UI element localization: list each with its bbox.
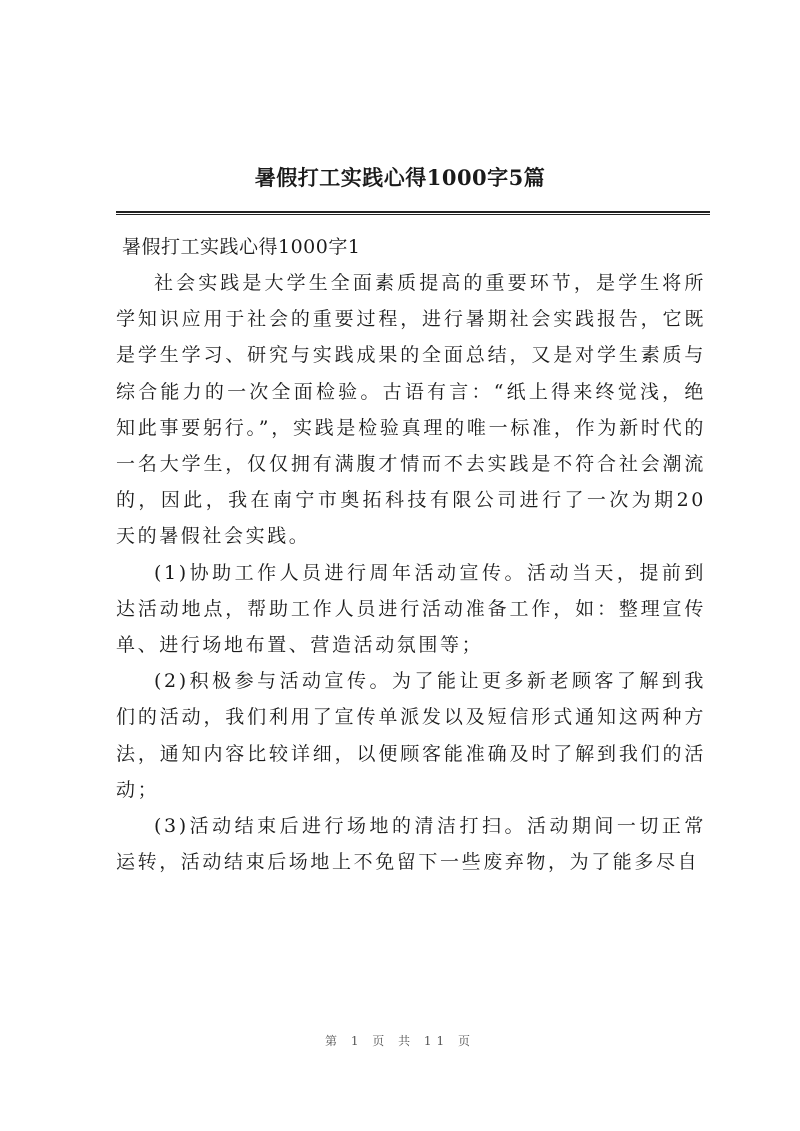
document-title: 暑假打工实践心得1000字5篇 <box>254 165 546 190</box>
paragraph-item-2: (2)积极参与活动宣传。为了能让更多新老顾客了解到我们的活动，我们利用了宣传单派发以及短信形式通知这两种方法，通知内容比较详细，以便顾客能准确及时了解到我们的活动； <box>116 670 706 801</box>
paragraph-item-3: (3)活动结束后进行场地的清洁打扫。活动期间一切正常运转，活动结束后场地上不免留下一些废弃物，为了能多尽自 <box>116 815 706 874</box>
document-body <box>116 229 706 880</box>
paragraph-item-1: (1)协助工作人员进行周年活动宣传。活动当天，提前到达活动地点，帮助工作人员进行活动准备工作，如：整理宣传单、进行场地布置、营造活动氛围等； <box>116 561 706 657</box>
section-heading: 暑假打工实践心得1000字1 <box>122 236 361 258</box>
paragraph-intro: 社会实践是大学生全面素质提高的重要环节，是学生将所学知识应用于社会的重要过程，进行暑期社会实践报告，它既是学生学习、研究与实践成果的全面总结，又是对学生素质与综合能力的一次全面检验。古语有言：“纸上得来终觉浅，绝知此事要躬行。”，实践是检验真理的唯一标准，作为新时代的一名大学生，仅仅拥有满腹才情而不去实践是不符合社会潮流的，因此，我在南宁市奥拓科技有限公司进行了一次为期20天的暑假社会实践。 <box>116 272 706 548</box>
title-divider <box>116 211 710 215</box>
page-footer: 第 1 页 共 11 页 <box>325 1034 475 1048</box>
